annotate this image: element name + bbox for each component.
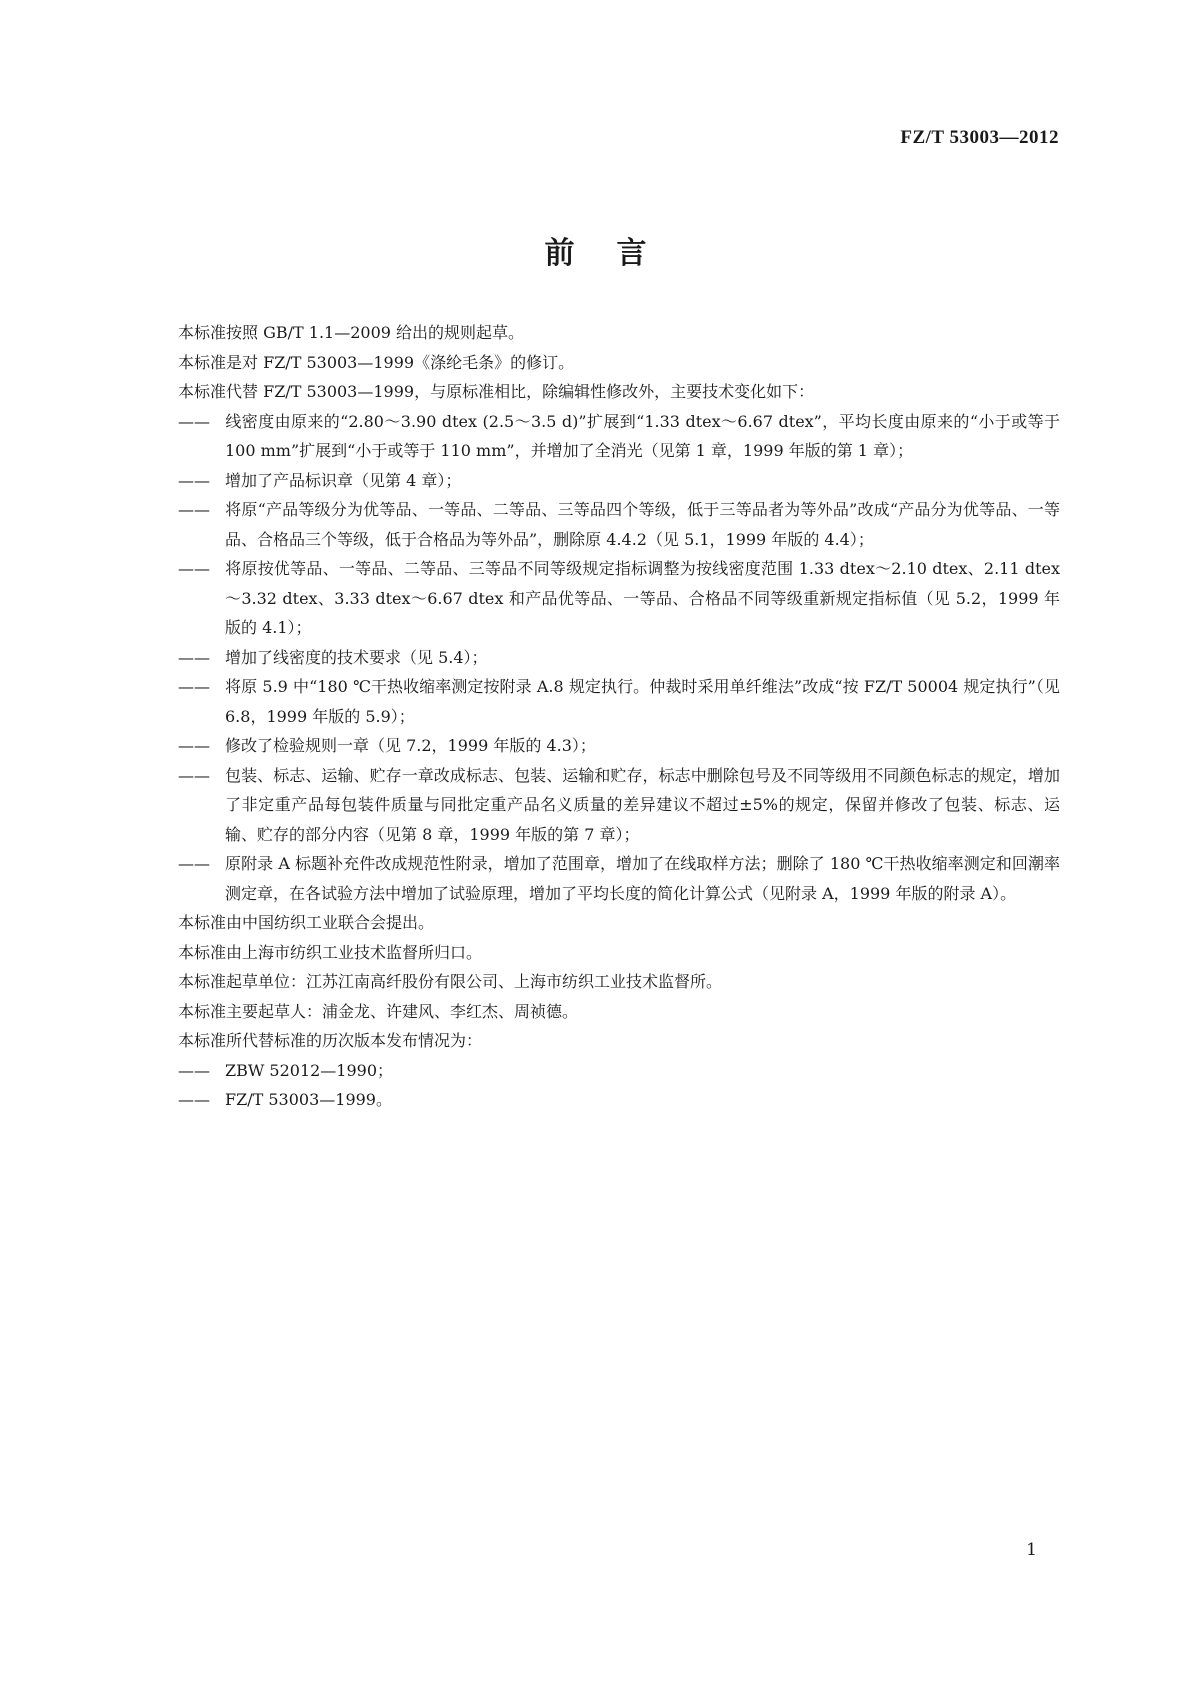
dash-marker: —— (178, 411, 210, 431)
dash-marker: —— (178, 1090, 210, 1109)
dash-marker: —— (178, 736, 210, 755)
dash-marker: —— (178, 854, 210, 873)
change-item-3 (178, 495, 1060, 554)
dash-marker: —— (178, 677, 210, 696)
change-text: 将原“产品等级分为优等品、一等品、二等品、三等品四个等级，低于三等品者为等外品”改成“产品分为优等品、一等品、合格品三个等级，低于合格品为等外品”，删除原 4.4.2（见 5.1，1999 年版的 4.4）； (225, 500, 1060, 549)
intro-paragraph-3: 本标准代替 FZ/T 53003—1999，与原标准相比，除编辑性修改外，主要技术变化如下： (178, 382, 815, 401)
dash-marker: —— (178, 470, 210, 490)
change-item-2 (178, 466, 1060, 496)
change-item-4 (178, 554, 1060, 643)
change-text: 线密度由原来的“2.80～3.90 dtex (2.5～3.5 d)”扩展到“1.33 dtex～6.67 dtex”，平均长度由原来的“小于或等于 100 mm”扩展到“小于或等于 110 mm”，并增加了全消光（见第 1 章，1999 年版的第 1 章）； (225, 411, 1060, 460)
change-item-6 (178, 672, 1060, 731)
foreword-body (178, 318, 1060, 1115)
closing-paragraph-3: 本标准起草单位：江苏江南高纤股份有限公司、上海市纺织工业技术监督所。 (178, 972, 723, 991)
change-text: 包装、标志、运输、贮存一章改成标志、包装、运输和贮存，标志中删除包号及不同等级用不同颜色标志的规定，增加了非定重产品每包装件质量与同批定重产品名义质量的差异建议不超过±5%的规定，保留并修改了包装、标志、运输、贮存的部分内容（见第 8 章，1999 年版的第 7 章）； (225, 765, 1060, 844)
version-text: FZ/T 53003—1999。 (225, 1090, 392, 1109)
standard-code: FZ/T 53003—2012 (900, 127, 1059, 148)
change-text: 将原 5.9 中“180 ℃干热收缩率测定按附录 A.8 规定执行。仲裁时采用单纤维法”改成“按 FZ/T 50004 规定执行”（见 6.8，1999 年版的 5.9）； (225, 677, 1060, 726)
intro-paragraph-1: 本标准按照 GB/T 1.1—2009 给出的规则起草。 (178, 323, 525, 342)
closing-paragraph-1: 本标准由中国纺织工业联合会提出。 (178, 913, 435, 932)
change-text: 原附录 A 标题补充件改成规范性附录，增加了范围章，增加了在线取样方法；删除了 180 ℃干热收缩率测定和回潮率测定章，在各试验方法中增加了试验原理，增加了平均长度的简化计算公式（见附录 A，1999 年版的附录 A）。 (225, 854, 1060, 903)
change-text: 修改了检验规则一章（见 7.2，1999 年版的 4.3）； (225, 736, 596, 755)
closing-paragraph-4: 本标准主要起草人：浦金龙、许建风、李红杰、周祯德。 (178, 1001, 579, 1021)
dash-marker: —— (178, 765, 210, 785)
previous-version-1 (178, 1056, 1060, 1086)
dash-marker: —— (178, 559, 210, 578)
change-text: 增加了产品标识章（见第 4 章）； (225, 470, 462, 490)
page-number: 1 (1026, 1540, 1037, 1560)
change-text: 增加了线密度的技术要求（见 5.4）； (225, 647, 488, 667)
intro-paragraph-2: 本标准是对 FZ/T 53003—1999《涤纶毛条》的修订。 (178, 352, 575, 372)
closing-paragraph-2: 本标准由上海市纺织工业技术监督所归口。 (178, 942, 483, 962)
page-title: 前言 (544, 236, 689, 271)
dash-marker: —— (178, 500, 210, 519)
change-item-7 (178, 731, 1060, 761)
previous-version-2 (178, 1085, 1060, 1115)
version-text: ZBW 52012—1990； (225, 1060, 394, 1080)
change-text: 将原按优等品、一等品、二等品、三等品不同等级规定指标调整为按线密度范围 1.33 dtex～2.10 dtex、2.11 dtex～3.32 dtex、3.33 dtex～6.67 dtex 和产品优等品、一等品、合格品不同等级重新规定指标值（见 5.2，1999 年版的 4.1）； (225, 559, 1060, 637)
change-item-9 (178, 849, 1060, 908)
change-item-1 (178, 407, 1060, 466)
closing-paragraph-5: 本标准所代替标准的历次版本发布情况为： (178, 1031, 483, 1050)
dash-marker: —— (178, 647, 210, 667)
dash-marker: —— (178, 1060, 210, 1080)
change-item-8 (178, 761, 1060, 850)
change-item-5 (178, 643, 1060, 673)
